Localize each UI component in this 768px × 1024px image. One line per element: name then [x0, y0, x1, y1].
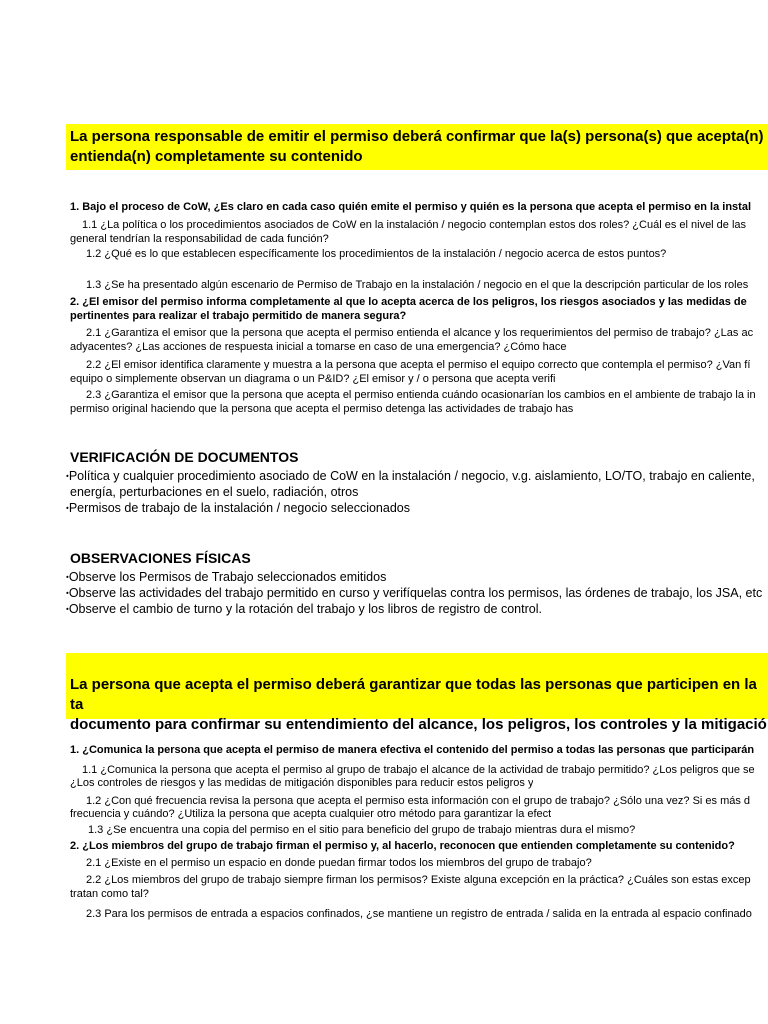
section2-banner-line1: La persona que acepta el permiso deberá garantizar que todas las personas que participen en la ta [70, 676, 757, 713]
observaciones-item-3: •Observe el cambio de turno y la rotación del trabajo y los libros de registro de control. [66, 602, 542, 616]
section2-question-2-2-line2: tratan como tal? [70, 888, 149, 900]
verificacion-item-1-cont: energía, perturbaciones en el suelo, radiación, otros [70, 485, 359, 499]
section2-question-1: 1. ¿Comunica la persona que acepta el permiso de manera efectiva el contenido del permiso a todas las personas que participarán [70, 744, 755, 756]
section2-question-2: 2. ¿Los miembros del grupo de trabajo firman el permiso y, al hacerlo, reconocen que entienden completamente su contenido? [70, 840, 735, 852]
bullet-icon: • [66, 572, 69, 582]
observaciones-item-1: •Observe los Permisos de Trabajo seleccionados emitidos [66, 570, 387, 584]
question-2-line1: 2. ¿El emisor del permiso informa completamente al que lo acepta acerca de los peligros, los riesgos asociados y las medidas de [70, 296, 747, 308]
question-1-2: 1.2 ¿Qué es lo que establecen específicamente los procedimientos de la instalación / negocio acerca de estos puntos? [86, 248, 667, 260]
section2-question-1-1-line2: ¿Los controles de riesgos y las medidas de mitigación disponibles para reducir estos peligros y [70, 777, 534, 789]
question-1-1-line2: general tendrían la responsabilidad de cada función? [70, 233, 329, 245]
question-2-line2: pertinentes para realizar el trabajo permitido de manera segura? [70, 310, 407, 322]
question-2-2-line2: equipo o simplemente observan un diagrama o un P&ID? ¿El emisor y / o persona que acepta verifi [70, 373, 556, 385]
section2-banner [66, 653, 768, 733]
question-1-3: 1.3 ¿Se ha presentado algún escenario de Permiso de Trabajo en la instalación / negocio en el que la descripción particular de los roles [86, 279, 749, 291]
section1-banner [66, 124, 768, 170]
bullet-icon: • [66, 588, 69, 598]
verificacion-title: VERIFICACIÓN DE DOCUMENTOS [70, 449, 299, 465]
section2-question-2-3: 2.3 Para los permisos de entrada a espacios confinados, ¿se mantiene un registro de entrada / salida en la entrada al espacio confinado [86, 908, 752, 920]
question-1: 1. Bajo el proceso de CoW, ¿Es claro en cada caso quién emite el permiso y quién es la persona que acepta el permiso en la instal [70, 201, 752, 213]
question-2-3-line2: permiso original haciendo que la persona que acepta el permiso detenga las actividades de trabajo has [70, 403, 574, 415]
section2-banner-line2: documento para confirmar su entendimiento del alcance, los peligros, los controles y la mitigació [70, 716, 767, 733]
section2-question-1-1-line1: 1.1 ¿Comunica la persona que acepta el permiso al grupo de trabajo el alcance de la actividad de trabajo permitido? ¿Los peligros que se [82, 764, 755, 776]
question-2-1-line2: adyacentes? ¿Las acciones de respuesta inicial a tomarse en caso de una emergencia? ¿Cómo hace [70, 341, 567, 353]
section2-question-1-2-line2: frecuencia y cuándo? ¿Utiliza la persona que acepta cualquier otro método para garantizar la efect [70, 808, 552, 820]
section2-question-1-2-line1: 1.2 ¿Con qué frecuencia revisa la persona que acepta el permiso esta información con el grupo de trabajo? ¿Sólo una vez? Si es más d [86, 795, 751, 807]
section2-question-1-3: 1.3 ¿Se encuentra una copia del permiso en el sitio para beneficio del grupo de trabajo mientras dura el mismo? [88, 824, 636, 836]
section2-question-2-1: 2.1 ¿Existe en el permiso un espacio en donde puedan firmar todos los miembros del grupo de trabajo? [86, 857, 592, 869]
bullet-icon: • [66, 471, 69, 481]
observaciones-title: OBSERVACIONES FÍSICAS [70, 550, 251, 566]
section2-question-2-2-line1: 2.2 ¿Los miembros del grupo de trabajo siempre firman los permisos? Existe alguna excepción en la práctica? ¿Cuáles son estas excep [86, 874, 751, 886]
question-1-1-line1: 1.1 ¿La política o los procedimientos asociados de CoW en la instalación / negocio contemplan estos dos roles? ¿Cuál es el nivel de las [82, 219, 747, 231]
question-2-2-line1: 2.2 ¿El emisor identifica claramente y muestra a la persona que acepta el permiso el equipo correcto que contempla el permiso? ¿Van fí [86, 359, 751, 371]
bullet-icon: • [66, 604, 69, 614]
observaciones-item-2: •Observe las actividades del trabajo permitido en curso y verifíquelas contra los permisos, las órdenes de trabajo, los JSA, etc [66, 586, 763, 600]
section1-banner-line1: La persona responsable de emitir el permiso deberá confirmar que la(s) persona(s) que acepta(n) [70, 128, 764, 145]
verificacion-item-1: •Política y cualquier procedimiento asociado de CoW en la instalación / negocio, v.g. aislamiento, LO/TO, trabajo en caliente, [66, 469, 755, 483]
question-2-3-line1: 2.3 ¿Garantiza el emisor que la persona que acepta el permiso entienda cuándo ocasionarían los cambios en el ambiente de trabajo la in [86, 389, 756, 401]
question-2-1-line1: 2.1 ¿Garantiza el emisor que la persona que acepta el permiso entienda el alcance y los requerimientos del permiso de trabajo? ¿Las ac [86, 327, 754, 339]
bullet-icon: • [66, 503, 69, 513]
section1-banner-line2: entienda(n) completamente su contenido [70, 148, 363, 165]
verificacion-item-2: •Permisos de trabajo de la instalación / negocio seleccionados [66, 501, 410, 515]
